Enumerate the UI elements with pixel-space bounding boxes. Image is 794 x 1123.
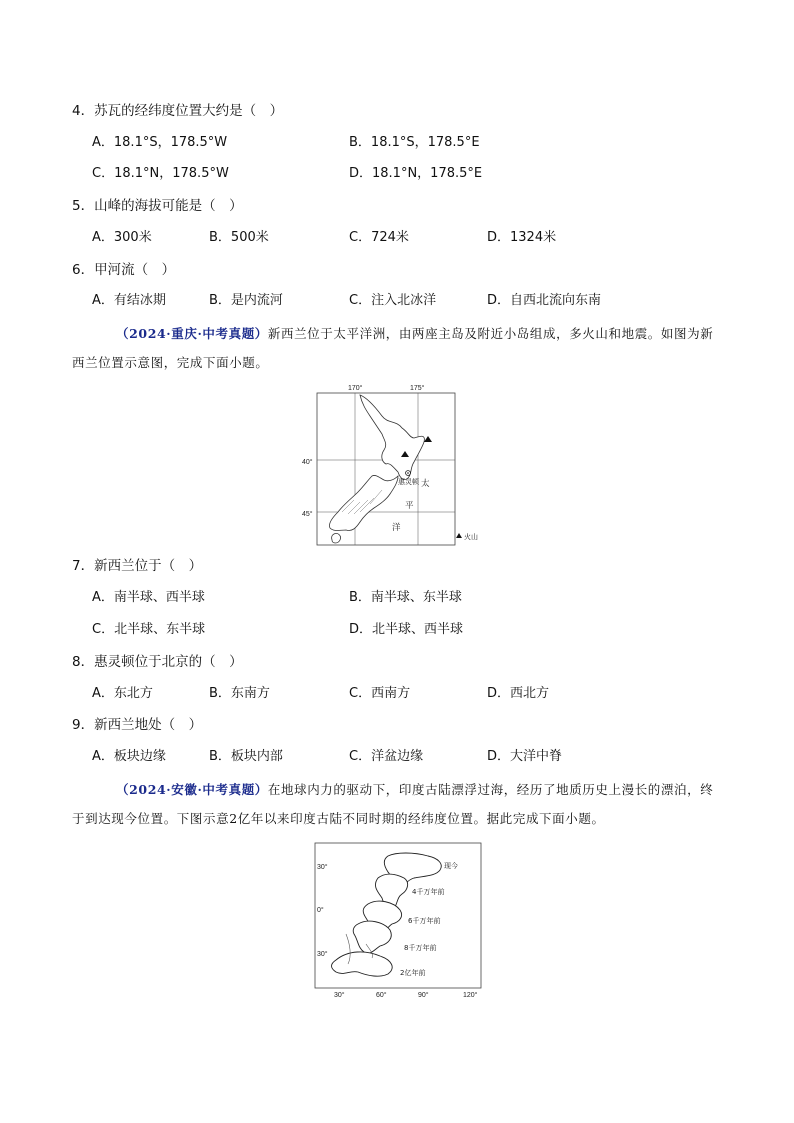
ocean-char-3: 洋 — [392, 523, 401, 533]
period-label-40ma: 4千万年前 — [412, 888, 445, 896]
q9-option-a[interactable]: A．板块边缘 — [92, 749, 166, 764]
lon-label-60: 60° — [376, 992, 387, 999]
stewart-island-shape — [332, 533, 341, 543]
q6-option-a[interactable]: A．有结冰期 — [92, 293, 166, 308]
q6-option-b[interactable]: B．是内流河 — [209, 293, 283, 308]
q9-option-b[interactable]: B．板块内部 — [209, 749, 283, 764]
city-label-wellington: 惠灵顿 — [398, 478, 419, 486]
ocean-char-1: 太 — [421, 479, 430, 489]
q4-option-b[interactable]: B．18.1°S，178.5°E — [349, 135, 480, 150]
lat-label-45: 45° — [302, 511, 313, 518]
question-9-stem: 9．新西兰地处（ ） — [72, 717, 203, 733]
q5-option-b[interactable]: B．500米 — [209, 230, 269, 245]
q6-option-c[interactable]: C．注入北冰洋 — [349, 293, 437, 308]
q9-option-c[interactable]: C．洋盆边缘 — [349, 749, 424, 764]
q4-option-d[interactable]: D．18.1°N，178.5°E — [349, 166, 483, 181]
south-island-shape — [329, 475, 398, 530]
question-6-stem: 6．甲河流（ ） — [72, 262, 176, 278]
legend-label: 火山 — [464, 533, 478, 541]
q7-option-a[interactable]: A．南半球、西半球 — [92, 590, 205, 605]
india-200ma-shape — [332, 952, 393, 976]
ocean-char-2: 平 — [405, 501, 414, 511]
north-island-shape — [360, 395, 424, 480]
lat-label-40: 40° — [302, 459, 313, 466]
q4-option-a[interactable]: A．18.1°S，178.5°W — [92, 135, 228, 150]
lon-label-90: 90° — [418, 992, 429, 999]
q6-option-d[interactable]: D．自西北流向东南 — [487, 293, 602, 308]
q7-option-c[interactable]: C．北半球、东半球 — [92, 622, 206, 637]
q7-option-d[interactable]: D．北半球、西半球 — [349, 622, 464, 637]
india-drift-map — [296, 838, 492, 1002]
lon-label-170: 170° — [348, 385, 363, 392]
q8-option-d[interactable]: D．西北方 — [487, 686, 550, 701]
question-7-stem: 7．新西兰位于（ ） — [72, 558, 203, 574]
passage-india — [72, 775, 724, 833]
period-label-present: 现今 — [444, 862, 458, 870]
lon-label-120: 120° — [463, 992, 478, 999]
passage-india-source: （2024·安徽·中考真题） — [116, 782, 268, 797]
q4-option-c[interactable]: C．18.1°N，178.5°W — [92, 166, 229, 181]
volcano-icon — [424, 436, 432, 442]
question-5-stem: 5．山峰的海拔可能是（ ） — [72, 198, 243, 214]
period-label-80ma: 8千万年前 — [404, 944, 437, 952]
q9-option-d[interactable]: D．大洋中脊 — [487, 749, 563, 764]
q7-option-b[interactable]: B．南半球、东半球 — [349, 590, 462, 605]
wellington-dot — [407, 472, 409, 474]
passage-nz-source: （2024·重庆·中考真题） — [116, 326, 268, 341]
lat-label-30s: 30° — [317, 951, 328, 958]
q8-option-c[interactable]: C．西南方 — [349, 686, 411, 701]
passage-nz — [72, 319, 724, 377]
q5-option-a[interactable]: A．300米 — [92, 230, 152, 245]
question-4-stem: 4．苏瓦的经纬度位置大约是（ ） — [72, 103, 284, 119]
lon-label-175: 175° — [410, 385, 425, 392]
period-label-200ma: 2亿年前 — [400, 969, 426, 977]
new-zealand-map — [298, 382, 488, 550]
q5-option-c[interactable]: C．724米 — [349, 230, 409, 245]
lat-label-0: 0° — [317, 907, 324, 914]
lon-label-30: 30° — [334, 992, 345, 999]
passage-india-text: 在地球内力的驱动下，印度古陆漂浮过海，经历了地质历史上漫长的漂泊，终于到达现今位置。下图示意2亿年以来印度古陆不同时期的经纬度位置。据此完成下面小题。 — [72, 782, 714, 826]
lat-label-30n: 30° — [317, 864, 328, 871]
passage-nz-text: 新西兰位于太平洋洲，由两座主岛及附近小岛组成，多火山和地震。如图为新西兰位置示意图，完成下面小题。 — [72, 326, 714, 370]
question-8-stem: 8．惠灵顿位于北京的（ ） — [72, 654, 243, 670]
india-80ma-shape — [353, 921, 391, 953]
q8-option-a[interactable]: A．东北方 — [92, 686, 153, 701]
q5-option-d[interactable]: D．1324米 — [487, 230, 557, 245]
q8-option-b[interactable]: B．东南方 — [209, 686, 270, 701]
period-label-60ma: 6千万年前 — [408, 917, 441, 925]
legend-volcano-icon — [456, 533, 462, 538]
